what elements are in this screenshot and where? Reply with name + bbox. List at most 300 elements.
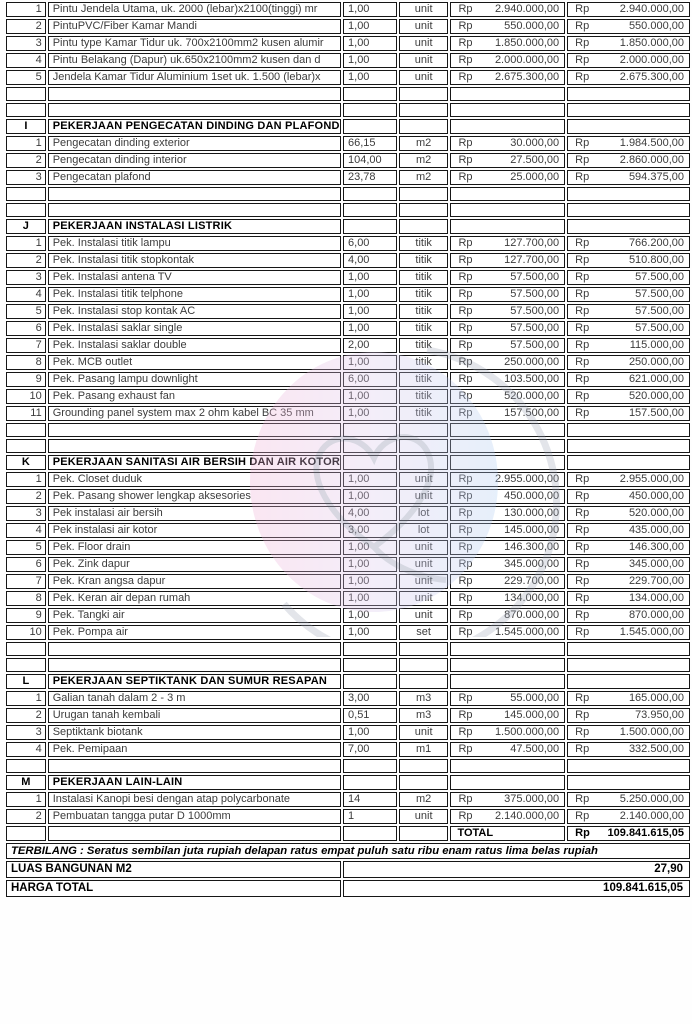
- item-qty: 6,00: [343, 372, 397, 387]
- item-qty: 1,00: [343, 591, 397, 606]
- row-no: 7: [6, 574, 46, 589]
- money-cell-content: [451, 692, 564, 705]
- item-unit: titik: [399, 270, 449, 285]
- currency-label: Rp: [458, 524, 473, 536]
- money-cell-content: [568, 609, 689, 622]
- unit-price-cell: [450, 153, 565, 168]
- item-unit: titik: [399, 253, 449, 268]
- item-unit: unit: [399, 70, 449, 85]
- item-qty: 3,00: [343, 523, 397, 538]
- amount-value: 520.000,00: [628, 390, 684, 402]
- item-unit: unit: [399, 36, 449, 51]
- currency-label: Rp: [575, 524, 590, 536]
- currency-label: Rp: [575, 54, 590, 66]
- currency-label: Rp: [458, 71, 473, 83]
- empty-unit: [399, 642, 449, 656]
- section-row: [6, 119, 690, 134]
- total-price-cell: [567, 253, 690, 268]
- money-cell-content: [451, 137, 564, 150]
- unit-price-cell: [450, 70, 565, 85]
- unit-price-cell: [450, 809, 565, 824]
- item-row: [6, 523, 690, 538]
- item-description: Pengecatan dinding interior: [48, 153, 341, 168]
- item-row: [6, 70, 690, 85]
- item-qty: 1: [343, 809, 397, 824]
- item-unit: unit: [399, 809, 449, 824]
- item-description: Instalasi Kanopi besi dengan atap polycarbonate: [48, 792, 341, 807]
- money-cell-content: [451, 322, 564, 335]
- item-description: Pek. Instalasi titik lampu: [48, 236, 341, 251]
- section-title: PEKERJAAN SEPTIKTANK DAN SUMUR RESAPAN: [48, 674, 341, 689]
- empty-qty: [343, 187, 397, 201]
- currency-label: Rp: [458, 305, 473, 317]
- amount-value: 1.500.000,00: [494, 726, 560, 738]
- item-description: Pek. Instalasi titik telphone: [48, 287, 341, 302]
- row-no: 5: [6, 540, 46, 555]
- total-price-cell: [567, 2, 690, 17]
- item-row: [6, 608, 690, 623]
- item-description: Pek. Zink dapur: [48, 557, 341, 572]
- item-row: [6, 809, 690, 824]
- row-no: 2: [6, 19, 46, 34]
- amount-value: 2.140.000,00: [494, 810, 560, 822]
- blank-row: [6, 642, 690, 656]
- money-cell-content: [568, 373, 689, 386]
- row-no: 2: [6, 708, 46, 723]
- money-cell-content: [568, 692, 689, 705]
- item-description: Pek. Kran angsa dapur: [48, 574, 341, 589]
- money-cell-content: [451, 3, 564, 16]
- item-unit: m2: [399, 792, 449, 807]
- total-price-cell: [567, 236, 690, 251]
- summary-value: 27,90: [343, 861, 690, 878]
- amount-value: 450.000,00: [628, 490, 684, 502]
- row-no: 4: [6, 523, 46, 538]
- item-qty: 1,00: [343, 70, 397, 85]
- currency-label: Rp: [575, 592, 590, 604]
- total-price-cell: [567, 489, 690, 504]
- item-unit: unit: [399, 489, 449, 504]
- currency-label: Rp: [458, 541, 473, 553]
- item-qty: 1,00: [343, 287, 397, 302]
- currency-label: Rp: [575, 473, 590, 485]
- amount-value: 1.545.000,00: [494, 626, 560, 638]
- unit-price-cell: [450, 725, 565, 740]
- blank-row: [6, 203, 690, 217]
- currency-label: Rp: [458, 626, 473, 638]
- item-unit: titik: [399, 321, 449, 336]
- item-qty: 104,00: [343, 153, 397, 168]
- currency-label: Rp: [575, 609, 590, 621]
- amount-value: 57.500,00: [510, 271, 560, 283]
- money-cell-content: [568, 407, 689, 420]
- row-no: 9: [6, 608, 46, 623]
- row-no: 5: [6, 304, 46, 319]
- item-row: [6, 725, 690, 740]
- currency-label: Rp: [575, 20, 590, 32]
- amount-value: 127.700,00: [504, 237, 560, 249]
- item-qty: 6,00: [343, 236, 397, 251]
- empty-qty: [343, 423, 397, 437]
- amount-value: 109.841.615,05: [607, 827, 684, 839]
- currency-label: Rp: [575, 709, 590, 721]
- unit-price-cell: [450, 270, 565, 285]
- row-no: 2: [6, 253, 46, 268]
- empty-qty: [343, 119, 397, 134]
- empty-no: [6, 826, 46, 841]
- empty-price: [450, 759, 565, 773]
- currency-label: Rp: [575, 541, 590, 553]
- row-no: 1: [6, 2, 46, 17]
- currency-label: Rp: [575, 356, 590, 368]
- empty-total: [567, 759, 690, 773]
- item-qty: 1,00: [343, 608, 397, 623]
- row-no: 3: [6, 270, 46, 285]
- item-unit: unit: [399, 591, 449, 606]
- amount-value: 73.950,00: [635, 709, 684, 721]
- currency-label: Rp: [458, 54, 473, 66]
- unit-price-cell: [450, 472, 565, 487]
- currency-label: Rp: [575, 407, 590, 419]
- item-row: [6, 321, 690, 336]
- empty-desc: [48, 642, 341, 656]
- empty-qty: [343, 219, 397, 234]
- currency-label: Rp: [575, 507, 590, 519]
- item-unit: unit: [399, 53, 449, 68]
- section-title: PEKERJAAN INSTALASI LISTRIK: [48, 219, 341, 234]
- total-price-cell: [567, 809, 690, 824]
- item-description: PintuPVC/Fiber Kamar Mandi: [48, 19, 341, 34]
- currency-label: Rp: [458, 288, 473, 300]
- empty-qty: [343, 674, 397, 689]
- currency-label: Rp: [575, 373, 590, 385]
- amount-value: 375.000,00: [504, 793, 560, 805]
- section-letter: I: [6, 119, 46, 134]
- amount-value: 27.500,00: [510, 154, 560, 166]
- money-cell-content: [451, 71, 564, 84]
- empty-no: [6, 658, 46, 672]
- currency-label: Rp: [458, 692, 473, 704]
- row-no: 11: [6, 406, 46, 421]
- money-cell-content: [451, 743, 564, 756]
- amount-value: 250.000,00: [628, 356, 684, 368]
- amount-value: 30.000,00: [510, 137, 560, 149]
- item-row: [6, 557, 690, 572]
- empty-qty: [343, 203, 397, 217]
- total-price-cell: [567, 389, 690, 404]
- total-price-cell: [567, 523, 690, 538]
- item-description: Pek. Instalasi titik stopkontak: [48, 253, 341, 268]
- currency-label: Rp: [458, 154, 473, 166]
- empty-total: [567, 775, 690, 790]
- item-description: Galian tanah dalam 2 - 3 m: [48, 691, 341, 706]
- empty-unit: [399, 119, 449, 134]
- currency-label: Rp: [458, 137, 473, 149]
- empty-total: [567, 455, 690, 470]
- item-unit: set: [399, 625, 449, 640]
- item-qty: 1,00: [343, 19, 397, 34]
- empty-total: [567, 439, 690, 453]
- money-cell-content: [451, 154, 564, 167]
- unit-price-cell: [450, 608, 565, 623]
- currency-label: Rp: [458, 271, 473, 283]
- item-description: Pek instalasi air kotor: [48, 523, 341, 538]
- blank-row: [6, 187, 690, 201]
- item-row: [6, 708, 690, 723]
- unit-price-cell: [450, 708, 565, 723]
- blank-row: [6, 423, 690, 437]
- empty-desc: [48, 759, 341, 773]
- empty-desc: [48, 187, 341, 201]
- total-price-cell: [567, 70, 690, 85]
- amount-value: 57.500,00: [510, 305, 560, 317]
- money-cell-content: [451, 558, 564, 571]
- currency-label: Rp: [458, 373, 473, 385]
- money-cell-content: [568, 390, 689, 403]
- empty-no: [6, 87, 46, 101]
- section-row: [6, 775, 690, 790]
- empty-unit: [399, 826, 449, 841]
- item-unit: titik: [399, 304, 449, 319]
- row-no: 1: [6, 792, 46, 807]
- currency-label: Rp: [575, 171, 590, 183]
- kv-row: [6, 880, 690, 897]
- item-unit: lot: [399, 523, 449, 538]
- empty-price: [450, 439, 565, 453]
- item-qty: 1,00: [343, 725, 397, 740]
- row-no: 1: [6, 691, 46, 706]
- money-cell-content: [451, 339, 564, 352]
- currency-label: Rp: [575, 237, 590, 249]
- empty-price: [450, 87, 565, 101]
- empty-unit: [399, 775, 449, 790]
- total-price-cell: [567, 321, 690, 336]
- currency-label: Rp: [458, 810, 473, 822]
- unit-price-cell: [450, 355, 565, 370]
- row-no: 1: [6, 136, 46, 151]
- unit-price-cell: [450, 591, 565, 606]
- money-cell-content: [451, 20, 564, 33]
- money-cell-content: [451, 271, 564, 284]
- item-description: Pek. Instalasi antena TV: [48, 270, 341, 285]
- item-row: [6, 287, 690, 302]
- empty-unit: [399, 103, 449, 117]
- currency-label: Rp: [458, 171, 473, 183]
- item-row: [6, 304, 690, 319]
- empty-unit: [399, 439, 449, 453]
- item-row: [6, 506, 690, 521]
- total-price-cell: [567, 53, 690, 68]
- money-cell-content: [568, 237, 689, 250]
- row-no: 10: [6, 625, 46, 640]
- amount-value: 435.000,00: [628, 524, 684, 536]
- amount-value: 2.000.000,00: [619, 54, 684, 66]
- section-letter: J: [6, 219, 46, 234]
- amount-value: 57.500,00: [510, 288, 560, 300]
- terbilang-text: TERBILANG : Seratus sembilan juta rupiah delapan ratus empat puluh satu ribu enam ratus lima belas rupiah: [6, 843, 690, 859]
- money-cell-content: [451, 490, 564, 503]
- currency-label: Rp: [458, 37, 473, 49]
- section-letter: L: [6, 674, 46, 689]
- currency-label: Rp: [575, 827, 590, 839]
- item-description: Pek. Pasang lampu downlight: [48, 372, 341, 387]
- item-unit: titik: [399, 338, 449, 353]
- item-description: Pek. Keran air depan rumah: [48, 591, 341, 606]
- item-qty: 4,00: [343, 506, 397, 521]
- item-row: [6, 36, 690, 51]
- currency-label: Rp: [458, 709, 473, 721]
- item-row: [6, 355, 690, 370]
- amount-value: 229.700,00: [504, 575, 560, 587]
- unit-price-cell: [450, 389, 565, 404]
- money-cell-content: [568, 254, 689, 267]
- item-description: Pek. Instalasi saklar single: [48, 321, 341, 336]
- item-row: [6, 170, 690, 185]
- amount-value: 870.000,00: [628, 609, 684, 621]
- money-cell-content: [568, 271, 689, 284]
- total-price-cell: [567, 338, 690, 353]
- empty-total: [567, 674, 690, 689]
- section-title: PEKERJAAN PENGECATAN DINDING DAN PLAFOND: [48, 119, 341, 134]
- row-no: 4: [6, 742, 46, 757]
- total-price-cell: [567, 136, 690, 151]
- item-description: Pek. Instalasi stop kontak AC: [48, 304, 341, 319]
- amount-value: 520.000,00: [504, 390, 560, 402]
- unit-price-cell: [450, 36, 565, 51]
- row-no: 4: [6, 287, 46, 302]
- item-unit: m2: [399, 136, 449, 151]
- item-row: [6, 270, 690, 285]
- amount-value: 2.675.300,00: [494, 71, 560, 83]
- total-price-cell: [567, 372, 690, 387]
- currency-label: Rp: [458, 237, 473, 249]
- item-unit: unit: [399, 472, 449, 487]
- amount-value: 2.955.000,00: [619, 473, 684, 485]
- currency-label: Rp: [575, 288, 590, 300]
- money-cell-content: [568, 726, 689, 739]
- empty-no: [6, 642, 46, 656]
- item-row: [6, 540, 690, 555]
- total-price-cell: [567, 472, 690, 487]
- row-no: 10: [6, 389, 46, 404]
- item-unit: titik: [399, 372, 449, 387]
- empty-unit: [399, 187, 449, 201]
- money-cell-content: [451, 237, 564, 250]
- empty-price: [450, 103, 565, 117]
- item-row: [6, 489, 690, 504]
- total-price-cell: [567, 304, 690, 319]
- empty-desc: [48, 658, 341, 672]
- item-qty: 3,00: [343, 691, 397, 706]
- item-qty: 66,15: [343, 136, 397, 151]
- item-unit: titik: [399, 236, 449, 251]
- item-unit: unit: [399, 574, 449, 589]
- amount-value: 1.545.000,00: [619, 626, 684, 638]
- money-cell-content: [451, 356, 564, 369]
- row-no: 7: [6, 338, 46, 353]
- currency-label: Rp: [458, 254, 473, 266]
- item-qty: 1,00: [343, 53, 397, 68]
- currency-label: Rp: [458, 609, 473, 621]
- item-unit: m2: [399, 170, 449, 185]
- amount-value: 115.000,00: [629, 339, 684, 351]
- item-qty: 1,00: [343, 574, 397, 589]
- total-price-cell: [567, 691, 690, 706]
- section-row: [6, 674, 690, 689]
- amount-value: 146.300,00: [504, 541, 560, 553]
- unit-price-cell: [450, 253, 565, 268]
- item-qty: 1,00: [343, 472, 397, 487]
- amount-value: 134.000,00: [504, 592, 560, 604]
- empty-total: [567, 219, 690, 234]
- empty-no: [6, 187, 46, 201]
- row-no: 3: [6, 725, 46, 740]
- currency-label: Rp: [575, 305, 590, 317]
- total-price-cell: [567, 355, 690, 370]
- unit-price-cell: [450, 625, 565, 640]
- item-unit: unit: [399, 557, 449, 572]
- amount-value: 332.500,00: [628, 743, 684, 755]
- unit-price-cell: [450, 287, 565, 302]
- item-row: [6, 236, 690, 251]
- money-cell-content: [451, 524, 564, 537]
- total-price-cell: [567, 708, 690, 723]
- item-row: [6, 389, 690, 404]
- currency-label: Rp: [458, 339, 473, 351]
- empty-qty: [343, 439, 397, 453]
- blank-row: [6, 759, 690, 773]
- amount-value: 1.850.000,00: [494, 37, 560, 49]
- money-cell-content: [451, 373, 564, 386]
- item-qty: 1,00: [343, 489, 397, 504]
- item-unit: titik: [399, 355, 449, 370]
- row-no: 6: [6, 321, 46, 336]
- item-qty: 7,00: [343, 742, 397, 757]
- amount-value: 145.000,00: [504, 709, 560, 721]
- item-unit: unit: [399, 19, 449, 34]
- item-qty: 1,00: [343, 321, 397, 336]
- unit-price-cell: [450, 2, 565, 17]
- row-no: 2: [6, 489, 46, 504]
- row-no: 9: [6, 372, 46, 387]
- money-cell-content: [568, 137, 689, 150]
- money-cell-content: [451, 810, 564, 823]
- empty-total: [567, 119, 690, 134]
- empty-desc: [48, 423, 341, 437]
- currency-label: Rp: [575, 726, 590, 738]
- item-unit: titik: [399, 389, 449, 404]
- empty-total: [567, 658, 690, 672]
- section-letter: M: [6, 775, 46, 790]
- row-no: 3: [6, 36, 46, 51]
- money-cell-content: [451, 726, 564, 739]
- money-cell-content: [451, 37, 564, 50]
- item-row: [6, 691, 690, 706]
- empty-desc: [48, 439, 341, 453]
- item-description: Grounding panel system max 2 ohm kabel BC 35 mm: [48, 406, 341, 421]
- money-cell-content: [568, 356, 689, 369]
- empty-price: [450, 423, 565, 437]
- currency-label: Rp: [575, 490, 590, 502]
- section-title: PEKERJAAN LAIN-LAIN: [48, 775, 341, 790]
- empty-price: [450, 455, 565, 470]
- item-qty: 1,00: [343, 625, 397, 640]
- currency-label: Rp: [458, 743, 473, 755]
- currency-label: Rp: [575, 793, 590, 805]
- amount-value: 229.700,00: [628, 575, 684, 587]
- item-qty: 1,00: [343, 406, 397, 421]
- unit-price-cell: [450, 170, 565, 185]
